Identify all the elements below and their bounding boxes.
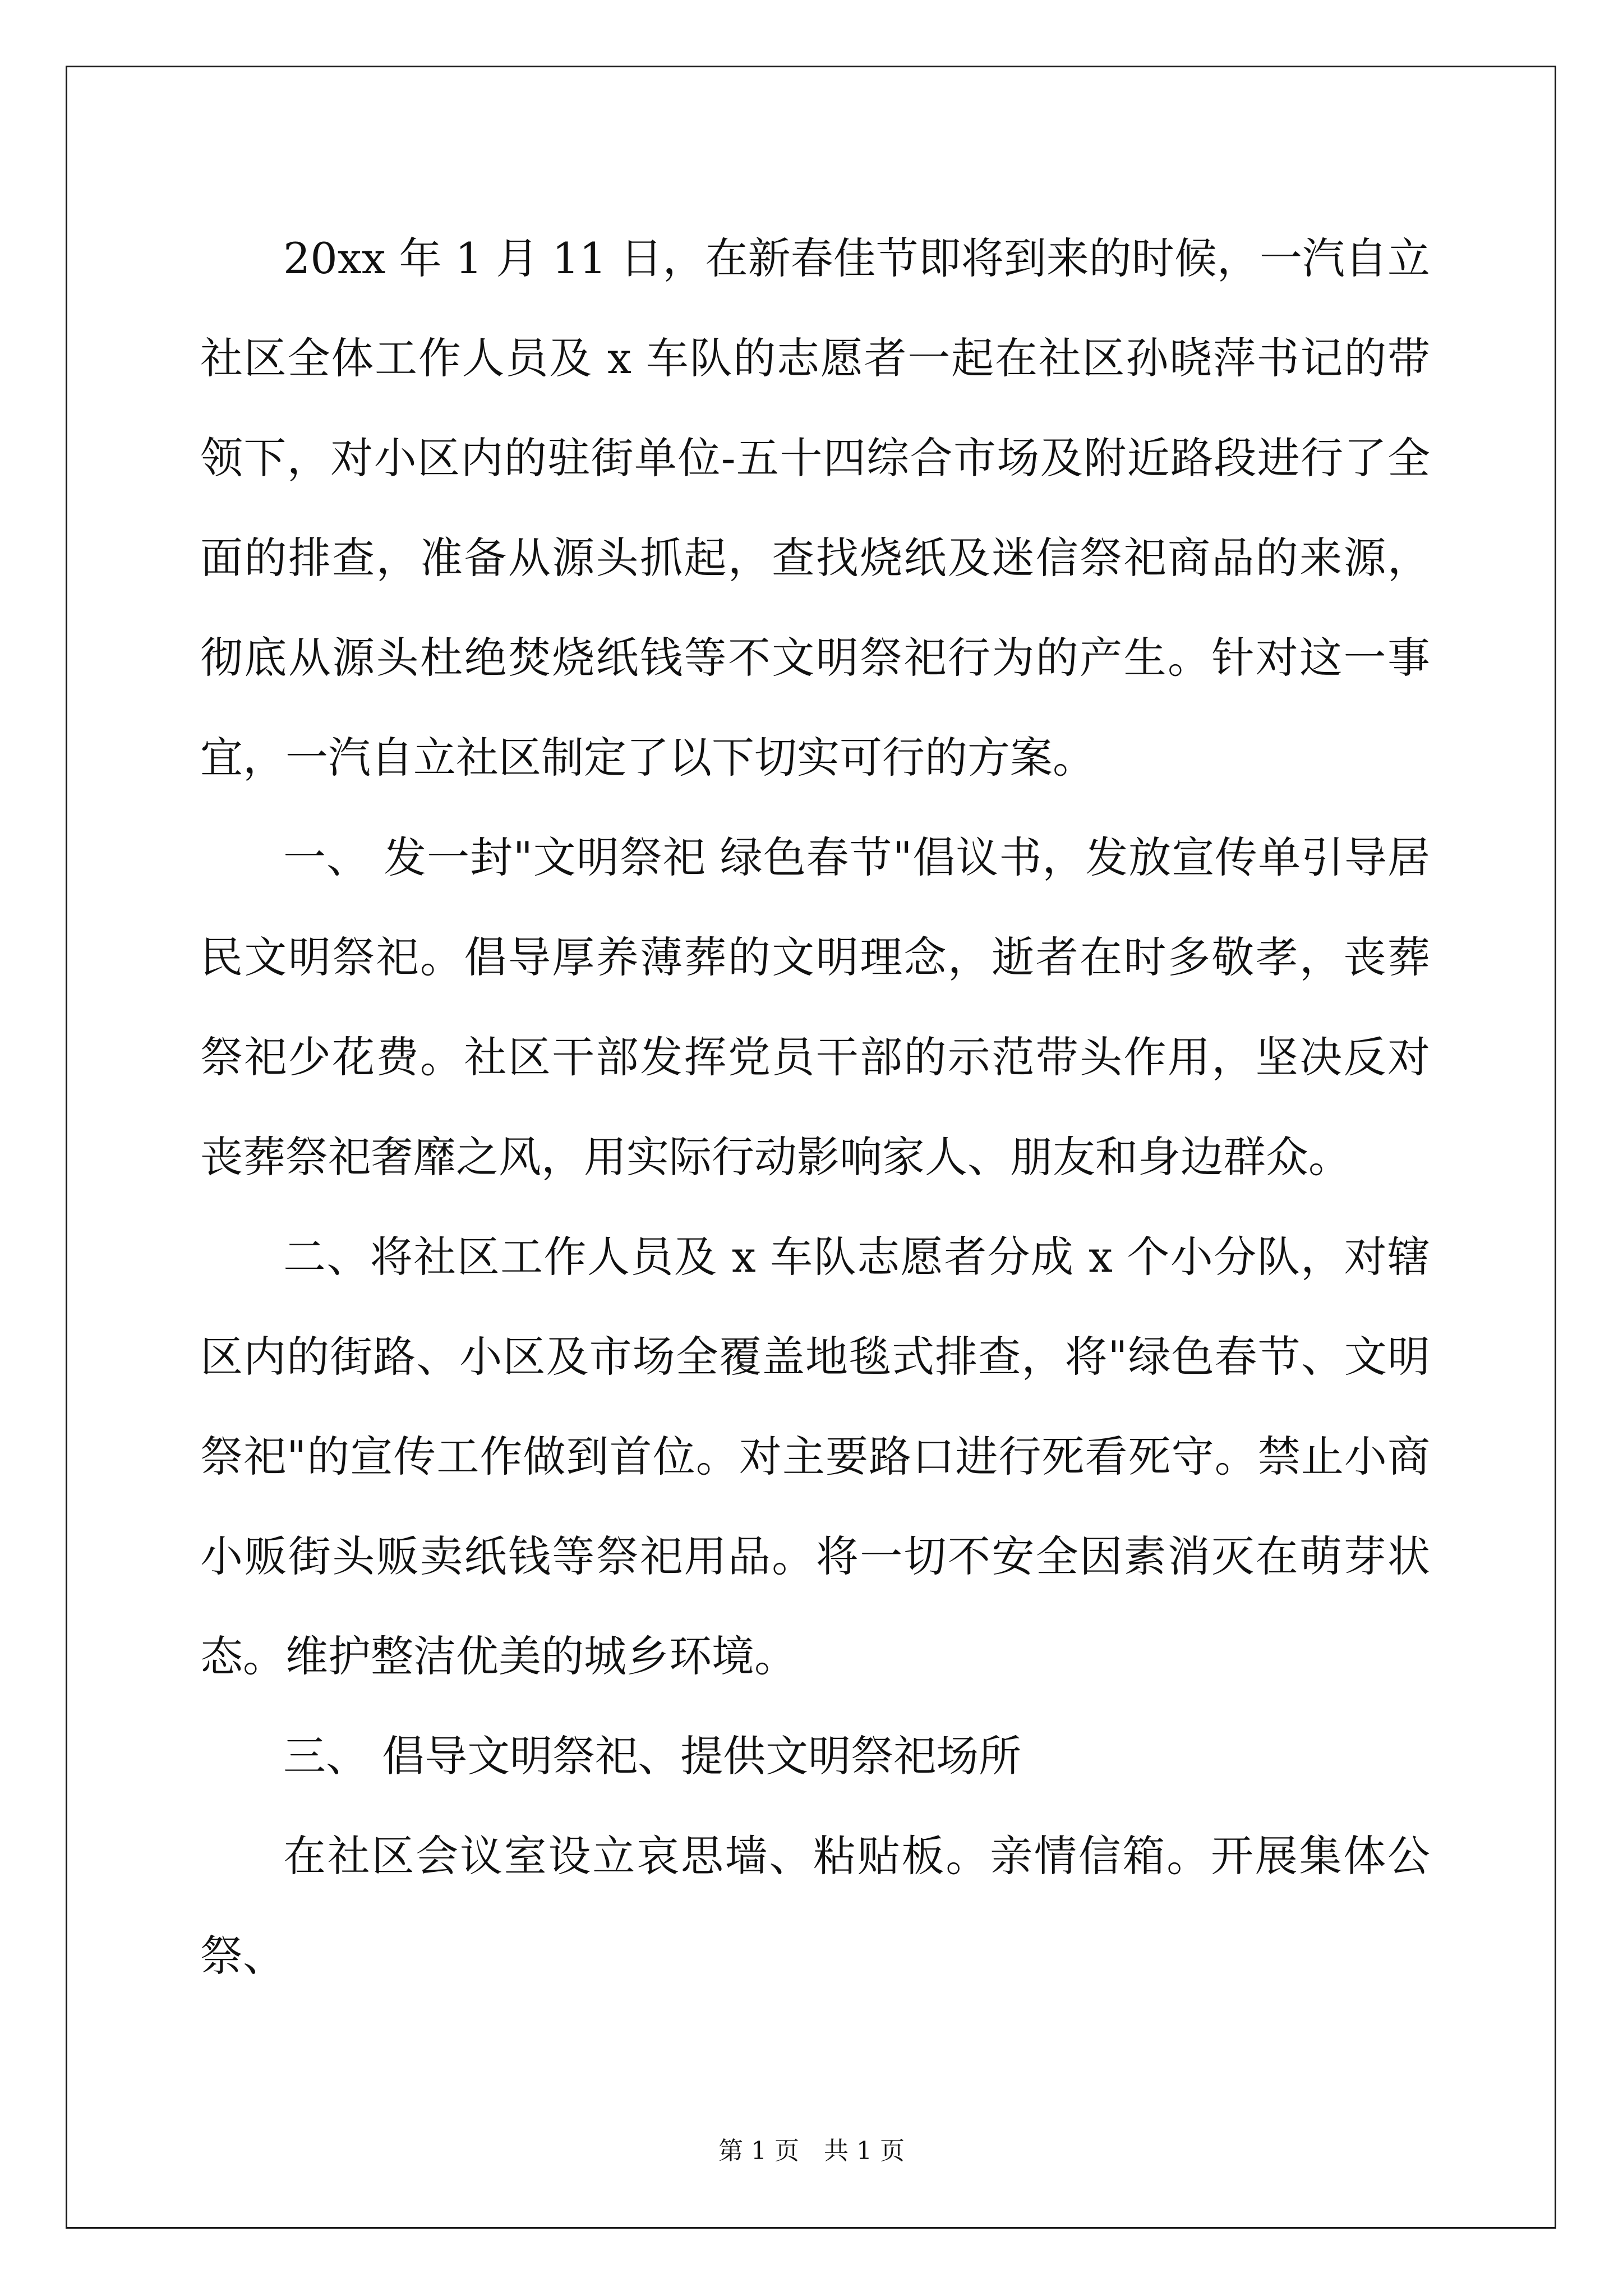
document-body [200,209,1430,2006]
paragraph-item-two: 二、将社区工作人员及 x 车队志愿者分成 x 个小分队，对辖区内的街路、小区及市场全覆盖地毯式排查，将"绿色春节、文明祭祀"的宣传工作做到首位。对主要路口进行死看死守。禁止小商小贩街头贩卖纸钱等祭祀用品。将一切不安全因素消灭在萌芽状态。维护整洁优美的城乡环境。 [200,1232,1430,1681]
paragraph-item-three-body: 在社区会议室设立哀思墙、粘贴板。亲情信箱。开展集体公祭、 [200,1831,1430,1981]
paragraph-intro: 20xx 年 1 月 11 日，在新春佳节即将到来的时候，一汽自立社区全体工作人员及 x 车队的志愿者一起在社区孙晓萍书记的带领下，对小区内的驻街单位-五十四综合市场及附近路段进行了全面的排查，准备从源头抓起，查找烧纸及迷信祭祀商品的来源，彻底从源头杜绝焚烧纸钱等不文明祭祀行为的产生。针对这一事宜，一汽自立社区制定了以下切实可行的方案。 [200,233,1430,783]
paragraph-item-three-heading: 三、 倡导文明祭祀、提供文明祭祀场所 [283,1731,1022,1781]
page-number: 第 1 页 [718,2137,799,2165]
paragraph-item-one: 一、 发一封"文明祭祀 绿色春节"倡议书，发放宣传单引导居民文明祭祀。倡导厚养薄葬的文明理念，逝者在时多敬孝，丧葬祭祀少花费。社区干部发挥党员干部的示范带头作用，坚决反对丧葬祭祀奢靡之风，用实际行动影响家人、朋友和身边群众。 [200,832,1430,1182]
page-total: 共 1 页 [824,2137,905,2165]
page-footer [0,2131,1623,2166]
